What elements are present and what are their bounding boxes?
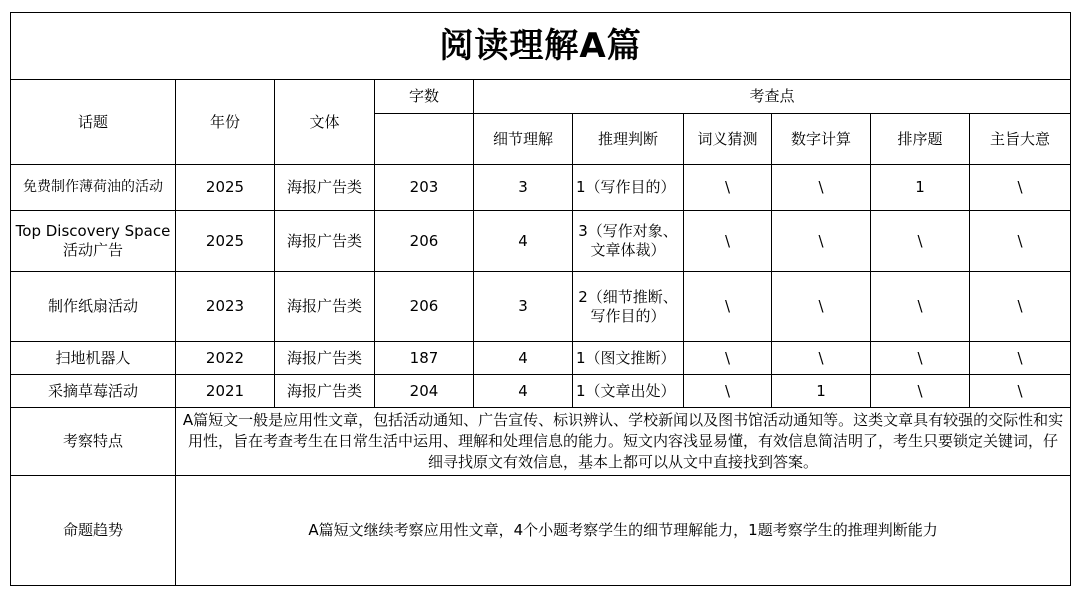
cell-detail: 4 [474,375,573,408]
cell-calc: \ [772,211,871,272]
cell-words: 203 [375,165,474,211]
cell-main: \ [970,375,1071,408]
cell-calc: \ [772,165,871,211]
cell-main: \ [970,165,1071,211]
features-label: 考察特点 [11,408,176,476]
cell-genre: 海报广告类 [275,342,375,375]
cell-vocab: \ [684,375,772,408]
header-genre: 文体 [275,80,375,165]
cell-order: \ [871,272,970,342]
cell-genre: 海报广告类 [275,211,375,272]
cell-year: 2022 [176,342,275,375]
cell-genre: 海报广告类 [275,375,375,408]
cell-topic: 制作纸扇活动 [11,272,176,342]
cell-words: 204 [375,375,474,408]
cell-calc: \ [772,272,871,342]
cell-vocab: \ [684,165,772,211]
cell-order: 1 [871,165,970,211]
cell-inference: 2（细节推断、写作目的） [573,272,684,342]
cell-topic: 采摘草莓活动 [11,375,176,408]
table-row [11,375,1071,408]
cell-calc: 1 [772,375,871,408]
cell-inference: 1（文章出处） [573,375,684,408]
cell-topic: Top Discovery Space 活动广告 [11,211,176,272]
cell-year: 2021 [176,375,275,408]
reading-a-analysis-table [10,12,1071,586]
cell-main: \ [970,342,1071,375]
table-row [11,342,1071,375]
cell-vocab: \ [684,272,772,342]
cell-order: \ [871,211,970,272]
header-ordering: 排序题 [871,114,970,165]
header-test-points: 考查点 [474,80,1071,114]
trend-text: A篇短文继续考察应用性文章，4个小题考察学生的细节理解能力，1题考察学生的推理判断能力 [176,476,1071,586]
header-number-calc: 数字计算 [772,114,871,165]
cell-year: 2025 [176,211,275,272]
cell-inference: 3（写作对象、文章体裁） [573,211,684,272]
cell-topic: 扫地机器人 [11,342,176,375]
cell-genre: 海报广告类 [275,272,375,342]
header-inference: 推理判断 [573,114,684,165]
cell-main: \ [970,272,1071,342]
table-row [11,272,1071,342]
trend-row [11,476,1071,586]
cell-detail: 3 [474,272,573,342]
cell-topic: 免费制作薄荷油的活动 [11,165,176,211]
cell-year: 2025 [176,165,275,211]
header-year: 年份 [176,80,275,165]
cell-detail: 4 [474,342,573,375]
cell-detail: 3 [474,165,573,211]
cell-inference: 1（图文推断） [573,342,684,375]
trend-label: 命题趋势 [11,476,176,586]
cell-order: \ [871,342,970,375]
header-word-count-blank [375,114,474,165]
cell-words: 187 [375,342,474,375]
header-main-idea: 主旨大意 [970,114,1071,165]
cell-words: 206 [375,272,474,342]
features-text: A篇短文一般是应用性文章，包括活动通知、广告宣传、标识辨认、学校新闻以及图书馆活动通知等。这类文章具有较强的交际性和实用性，旨在考查考生在日常生活中运用、理解和处理信息的能力。短文内容浅显易懂，有效信息简洁明了，考生只要锁定关键词，仔细寻找原文有效信息，基本上都可以从文中直接找到答案。 [176,408,1071,476]
page-title: 阅读理解A篇 [11,13,1071,80]
cell-words: 206 [375,211,474,272]
cell-calc: \ [772,342,871,375]
cell-main: \ [970,211,1071,272]
header-topic: 话题 [11,80,176,165]
header-detail: 细节理解 [474,114,573,165]
header-vocab-guess: 词义猜测 [684,114,772,165]
cell-order: \ [871,375,970,408]
cell-inference: 1（写作目的） [573,165,684,211]
cell-detail: 4 [474,211,573,272]
cell-vocab: \ [684,342,772,375]
cell-vocab: \ [684,211,772,272]
header-word-count: 字数 [375,80,474,114]
table-row [11,165,1071,211]
cell-genre: 海报广告类 [275,165,375,211]
analysis-table-frame [10,12,1070,596]
features-row [11,408,1071,476]
table-row [11,211,1071,272]
cell-year: 2023 [176,272,275,342]
